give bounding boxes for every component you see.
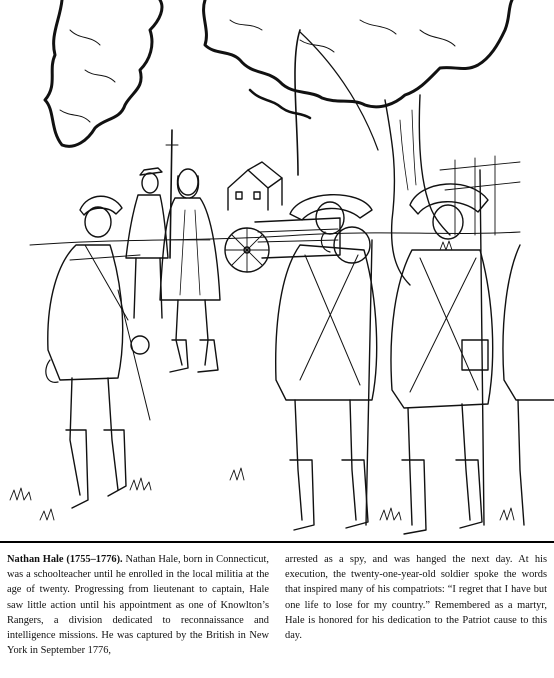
caption-divider bbox=[0, 541, 554, 543]
soldier-edge-right bbox=[503, 245, 554, 525]
soldier-center bbox=[276, 195, 377, 530]
caption-text-part1: Nathan Hale, born in Connecticut, was a schoolteacher until he enrolled in the local militia at the age of twenty. Progressing from lieutenant to captain, Hale saw little action until his appointment as one of Knowlton’s Rangers, a division dedicated to reconnaissance and intelligence missions. He was captured by the British in New York in September 1776, bbox=[7, 554, 269, 657]
caption-text-part2: arrested as a spy, and was hanged the next day. At his execution, the twenty-one-year-old soldier spoke the words that inspired many of his compatriots: “I regret that I have but one life to lose for my country.” Remembered as a martyr, Hale is honored for his dedication to the Patriot cause to this day. bbox=[285, 554, 547, 642]
caption-column-right bbox=[285, 552, 547, 672]
grass bbox=[10, 241, 514, 520]
nathan-hale-figure bbox=[160, 169, 220, 372]
caption bbox=[7, 552, 547, 672]
house bbox=[228, 162, 282, 210]
caption-column-left bbox=[7, 552, 269, 672]
soldier-background bbox=[126, 130, 178, 318]
cart bbox=[225, 218, 370, 272]
caption-title: Nathan Hale (1755–1776). bbox=[7, 554, 123, 565]
soldier-right bbox=[391, 170, 493, 534]
tree-foliage bbox=[45, 0, 512, 146]
